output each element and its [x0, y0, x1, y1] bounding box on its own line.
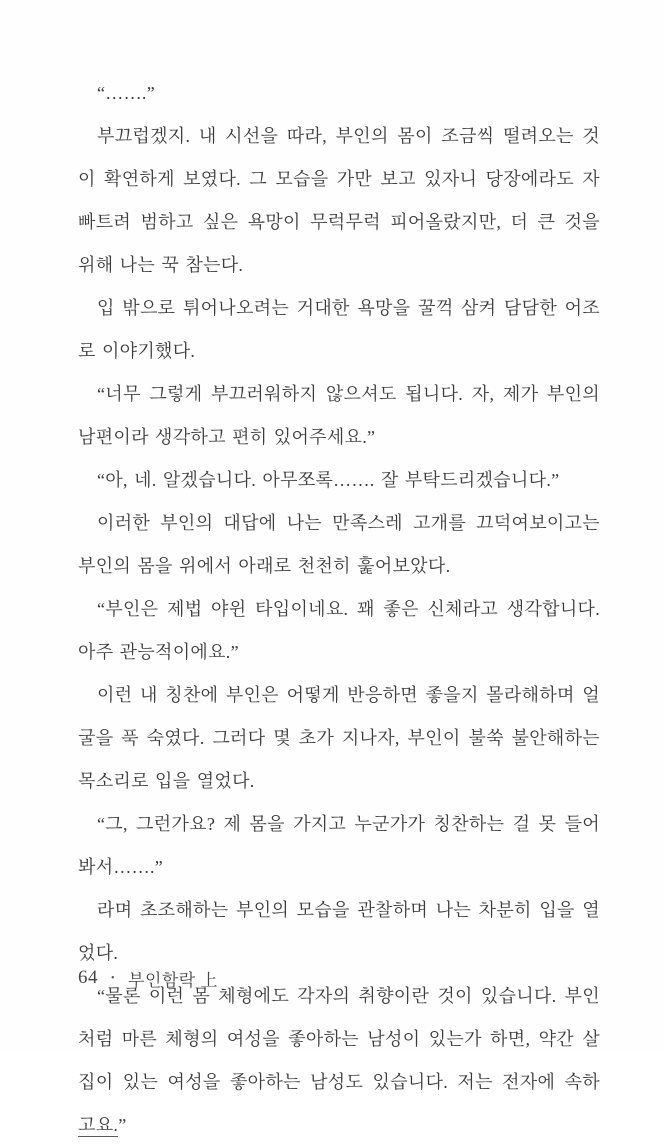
line-text: “너무 그렇게 부끄러워하지 않으셔도 됩니다. 자, 제가 부인의	[97, 384, 600, 404]
paragraph	[78, 502, 600, 588]
page-footer	[78, 964, 218, 992]
text-line	[78, 1018, 600, 1061]
text-line	[78, 545, 600, 588]
line-text: 로 이야기했다.	[78, 341, 196, 361]
paragraph	[78, 72, 600, 115]
line-text: 위해 나는 꾹 참는다.	[78, 255, 244, 275]
text-line	[78, 846, 600, 889]
paragraph	[78, 972, 600, 1147]
text-line	[78, 889, 600, 932]
underlined-text: 고요.	[78, 1115, 119, 1135]
text-line	[78, 1104, 600, 1147]
paragraph	[78, 287, 600, 373]
text-line	[78, 1061, 600, 1104]
text-line	[78, 201, 600, 244]
text-line	[78, 158, 600, 201]
paragraph	[78, 803, 600, 889]
text-line	[78, 459, 600, 502]
text-line	[78, 287, 600, 330]
line-text: 빠트려 범하고 싶은 욕망이 무럭무럭 피어올랐지만, 더 큰 것을	[78, 212, 600, 232]
text-line	[78, 416, 600, 459]
text-line	[78, 115, 600, 158]
text-line	[78, 717, 600, 760]
line-text: 입 밖으로 튀어나오려는 거대한 욕망을 꿀꺽 삼켜 담담한 어조	[97, 298, 600, 318]
line-text: 부인의 몸을 위에서 아래로 천천히 훑어보았다.	[78, 556, 451, 576]
text-line	[78, 330, 600, 373]
line-text: 이런 내 칭찬에 부인은 어떻게 반응하면 좋을지 몰라해하며 얼	[97, 685, 600, 705]
text-line	[78, 631, 600, 674]
text-line	[78, 760, 600, 803]
line-text: 집이 있는 여성을 좋아하는 남성도 있습니다. 저는 전자에 속하	[78, 1072, 600, 1092]
line-text: 었다.	[78, 943, 119, 963]
text-line	[78, 588, 600, 631]
paragraph	[78, 588, 600, 674]
line-text: “부인은 제법 야윈 타입이네요. 꽤 좋은 신체라고 생각합니다.	[97, 599, 600, 619]
line-text: ”	[118, 1115, 127, 1135]
book-title: 부인함락 上	[128, 970, 218, 990]
paragraph	[78, 889, 600, 975]
paragraph	[78, 459, 600, 502]
text-line	[78, 72, 600, 115]
line-text: 처럼 마른 체형의 여성을 좋아하는 남성이 있는가 하면, 약간 살	[78, 1029, 600, 1049]
footer-bullet-separator: •	[111, 972, 116, 984]
text-line	[78, 373, 600, 416]
line-text: “…….”	[97, 83, 155, 103]
line-text: 남편이라 생각하고 편히 있어주세요.”	[78, 427, 376, 447]
text-line	[78, 803, 600, 846]
paragraph	[78, 373, 600, 459]
line-text: “그, 그런가요? 제 몸을 가지고 누군가가 칭찬하는 걸 못 들어	[97, 814, 600, 834]
line-text: 봐서…….”	[78, 857, 164, 877]
text-line	[78, 674, 600, 717]
paragraph	[78, 115, 600, 287]
line-text: 굴을 푹 숙였다. 그러다 몇 초가 지나자, 부인이 불쑥 불안해하는	[78, 728, 600, 748]
line-text: 목소리로 입을 열었다.	[78, 771, 255, 791]
line-text: 라며 초조해하는 부인의 모습을 관찰하며 나는 차분히 입을 열	[97, 900, 600, 920]
line-text: 부끄럽겠지. 내 시선을 따라, 부인의 몸이 조금씩 떨려오는 것	[97, 126, 600, 146]
page-number: 64	[78, 967, 98, 988]
line-text: “아, 네. 알겠습니다. 아무쪼록……. 잘 부탁드리겠습니다.”	[97, 470, 560, 490]
line-text: 아주 관능적이에요.”	[78, 642, 239, 662]
line-text: 이 확연하게 보였다. 그 모습을 가만 보고 있자니 당장에라도 자	[78, 169, 600, 189]
paragraph	[78, 674, 600, 803]
line-text: 이러한 부인의 대답에 나는 만족스레 고개를 끄덕여보이고는	[97, 513, 600, 533]
text-line	[78, 502, 600, 545]
text-line	[78, 244, 600, 287]
line-text: “물론 이런 몸 체형에도 각자의 취향이란 것이 있습니다. 부인	[97, 986, 600, 1006]
